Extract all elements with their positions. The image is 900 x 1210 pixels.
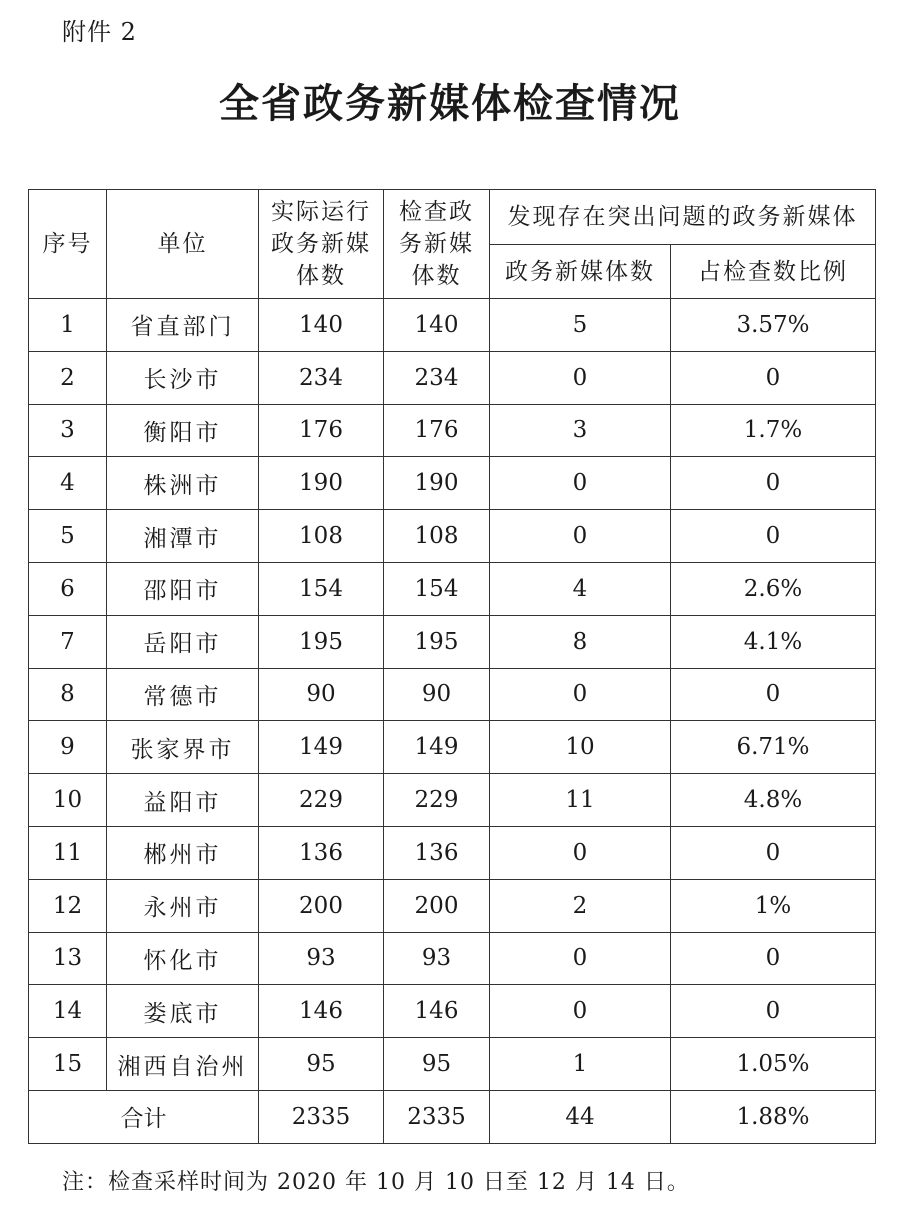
cell-ratio: 4.8% [671,774,876,827]
cell-checked: 146 [384,985,490,1038]
total-ratio: 1.88% [671,1090,876,1143]
cell-index: 11 [29,826,107,879]
cell-unit: 怀化市 [107,932,259,985]
cell-running: 190 [259,457,384,510]
cell-index: 7 [29,615,107,668]
cell-ratio: 1.7% [671,404,876,457]
cell-running: 200 [259,879,384,932]
header-index: 序号 [29,190,107,299]
cell-checked: 136 [384,826,490,879]
cell-checked: 154 [384,562,490,615]
table-row [29,1038,876,1091]
cell-running: 90 [259,668,384,721]
header-running [259,190,384,299]
cell-checked: 234 [384,351,490,404]
table-row [29,985,876,1038]
total-row [29,1090,876,1143]
table-row [29,404,876,457]
cell-problems: 0 [490,457,671,510]
cell-problems: 1 [490,1038,671,1091]
header-running-line3: 体数 [296,263,346,289]
cell-index: 1 [29,299,107,352]
cell-checked: 108 [384,510,490,563]
header-checked-line2: 务新媒 [399,231,474,257]
cell-problems: 4 [490,562,671,615]
cell-unit: 湘西自治州 [107,1038,259,1091]
cell-running: 229 [259,774,384,827]
cell-unit: 益阳市 [107,774,259,827]
table-row [29,668,876,721]
cell-problems: 0 [490,932,671,985]
cell-running: 108 [259,510,384,563]
cell-ratio: 1.05% [671,1038,876,1091]
cell-problems: 0 [490,985,671,1038]
cell-ratio: 0 [671,826,876,879]
cell-index: 12 [29,879,107,932]
cell-checked: 190 [384,457,490,510]
footnote: 注：检查采样时间为 2020 年 10 月 10 日至 12 月 14 日。 [62,1170,690,1195]
cell-index: 2 [29,351,107,404]
cell-ratio: 4.1% [671,615,876,668]
cell-ratio: 0 [671,510,876,563]
cell-index: 14 [29,985,107,1038]
table-row [29,457,876,510]
cell-checked: 93 [384,932,490,985]
cell-unit: 衡阳市 [107,404,259,457]
cell-unit: 常德市 [107,668,259,721]
cell-unit: 湘潭市 [107,510,259,563]
cell-problems: 0 [490,668,671,721]
cell-unit: 郴州市 [107,826,259,879]
cell-running: 195 [259,615,384,668]
cell-unit: 永州市 [107,879,259,932]
cell-unit: 长沙市 [107,351,259,404]
total-label: 合计 [29,1090,259,1143]
cell-ratio: 0 [671,985,876,1038]
cell-running: 154 [259,562,384,615]
cell-index: 8 [29,668,107,721]
cell-problems: 5 [490,299,671,352]
table-row [29,826,876,879]
header-running-line1: 实际运行 [271,199,371,225]
cell-ratio: 3.57% [671,299,876,352]
total-running: 2335 [259,1090,384,1143]
header-running-line2: 政务新媒 [271,231,371,257]
cell-checked: 195 [384,615,490,668]
cell-problems: 0 [490,510,671,563]
table-row [29,351,876,404]
table-body [29,299,876,1091]
cell-running: 93 [259,932,384,985]
inspection-table [28,189,876,1144]
header-checked-line1: 检查政 [399,199,474,225]
cell-unit: 省直部门 [107,299,259,352]
header-checked [384,190,490,299]
cell-checked: 90 [384,668,490,721]
page-title: 全省政务新媒体检查情况 [219,80,681,127]
cell-checked: 176 [384,404,490,457]
header-row-1 [29,190,876,245]
cell-running: 95 [259,1038,384,1091]
cell-unit: 张家界市 [107,721,259,774]
cell-checked: 229 [384,774,490,827]
cell-running: 176 [259,404,384,457]
header-checked-line3: 体数 [411,263,462,289]
cell-unit: 邵阳市 [107,562,259,615]
table-row [29,615,876,668]
cell-ratio: 1% [671,879,876,932]
cell-checked: 149 [384,721,490,774]
cell-running: 136 [259,826,384,879]
total-checked: 2335 [384,1090,490,1143]
cell-ratio: 2.6% [671,562,876,615]
cell-problems: 3 [490,404,671,457]
cell-running: 234 [259,351,384,404]
cell-running: 140 [259,299,384,352]
cell-unit: 株洲市 [107,457,259,510]
table-row [29,562,876,615]
cell-index: 3 [29,404,107,457]
cell-ratio: 0 [671,932,876,985]
table-row [29,879,876,932]
cell-index: 5 [29,510,107,563]
cell-index: 10 [29,774,107,827]
cell-ratio: 6.71% [671,721,876,774]
cell-checked: 200 [384,879,490,932]
cell-problems: 10 [490,721,671,774]
cell-problems: 8 [490,615,671,668]
cell-unit: 娄底市 [107,985,259,1038]
cell-checked: 140 [384,299,490,352]
header-problem-count: 政务新媒体数 [490,245,671,299]
cell-index: 15 [29,1038,107,1091]
cell-problems: 11 [490,774,671,827]
total-problems: 44 [490,1090,671,1143]
header-problem-group: 发现存在突出问题的政务新媒体 [490,190,876,245]
cell-index: 4 [29,457,107,510]
cell-unit: 岳阳市 [107,615,259,668]
cell-problems: 2 [490,879,671,932]
table-row [29,299,876,352]
table-row [29,721,876,774]
table-row [29,932,876,985]
cell-ratio: 0 [671,351,876,404]
cell-running: 146 [259,985,384,1038]
attachment-label: 附件 2 [62,18,137,46]
table-row [29,510,876,563]
header-problem-ratio: 占检查数比例 [671,245,876,299]
cell-index: 6 [29,562,107,615]
cell-running: 149 [259,721,384,774]
table-row [29,774,876,827]
cell-problems: 0 [490,351,671,404]
cell-index: 9 [29,721,107,774]
header-unit: 单位 [107,190,259,299]
cell-checked: 95 [384,1038,490,1091]
cell-problems: 0 [490,826,671,879]
cell-ratio: 0 [671,668,876,721]
cell-ratio: 0 [671,457,876,510]
cell-index: 13 [29,932,107,985]
